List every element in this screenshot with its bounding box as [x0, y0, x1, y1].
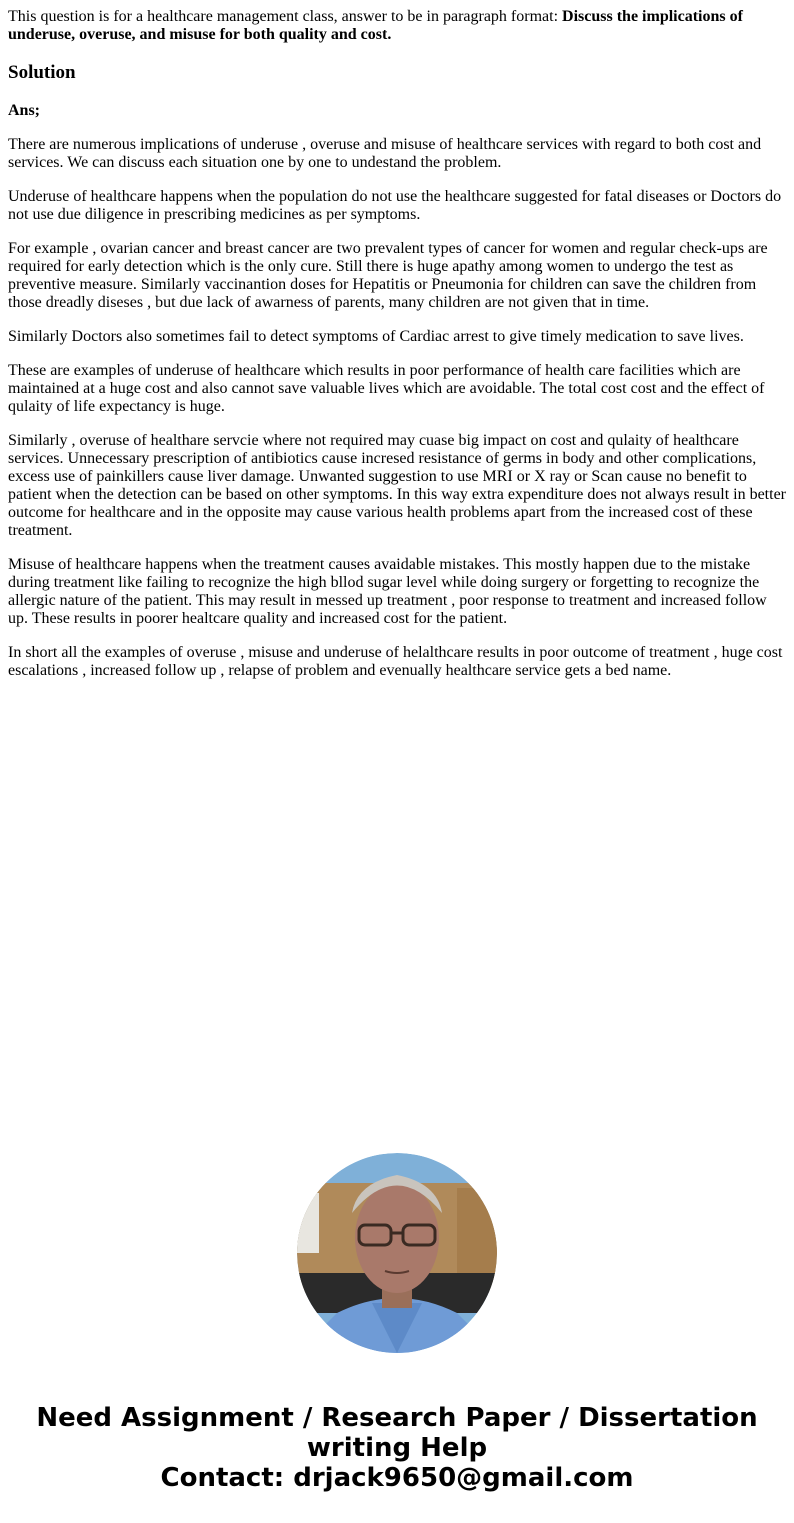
paragraph-misuse: Misuse of healthcare happens when the treatment causes avaidable mistakes. This mostly happen due to the mistake during treatment like failing to recognize the high bllod sugar level while doing surgery or forgetting to recognize the allergic nature of the patient. This may result in messed up treatment , poor response to treatment and increased follow up. These results in poorer healtcare quality and increased cost for the patient.: [8, 556, 767, 627]
avatar: [297, 1153, 497, 1353]
paragraph-intro: There are numerous implications of underuse , overuse and misuse of healthcare services with regard to both cost and services. We can discuss each situation one by one to undestand the problem.: [8, 136, 762, 171]
paragraph-doctors: Similarly Doctors also sometimes fail to detect symptoms of Cardiac arrest to give timely medication to save lives.: [8, 328, 744, 345]
banner-line-2: writing Help: [306, 1433, 488, 1463]
banner-line-1: Need Assignment / Research Paper / Dissertation: [36, 1403, 758, 1433]
person-photo-icon: [297, 1153, 497, 1353]
question-intro: This question is for a healthcare management class, answer to be in paragraph format:: [8, 8, 563, 25]
banner-contact-email: Contact: drjack9650@gmail.com: [160, 1463, 634, 1493]
document-body: [8, 8, 788, 696]
ans-label: Ans;: [8, 102, 41, 119]
paragraph-overuse: Similarly , overuse of healthare servcie where not required may cuase big impact on cost and qulaity of healthcare services. Unnecessary prescription of antibiotics cause incresed resistance of germs in body and other complications, excess use of painkillers cause liver damage. Unwanted suggestion to use MRI or X ray or Scan cause no benefit to patient when the detection can be based on other symptoms. In this way extra expenditure does not always result in better outcome for healthcare and in the opposite may cause various health problems apart from the increased cost of these treatment.: [8, 432, 786, 539]
paragraph-underuse-summary: These are examples of underuse of healthcare which results in poor performance of health care facilities which are maintained at a huge cost and also cannot save valuable lives which are avoidable. The total cost cost and the effect of qulaity of life expectancy is huge.: [8, 362, 765, 415]
paragraph-underuse-definition: Underuse of healthcare happens when the population do not use the healthcare suggested for fatal diseases or Doctors do not use due diligence in prescribing medicines as per symptoms.: [8, 188, 782, 223]
question-text: [8, 8, 788, 44]
paragraph-conclusion: In short all the examples of overuse , misuse and underuse of helalthcare results in poor outcome of treatment , huge cost escalations , increased follow up , relapse of problem and evenually healthcare service gets a bed name.: [8, 644, 783, 679]
contact-banner: [0, 1403, 794, 1493]
paragraph-underuse-example: For example , ovarian cancer and breast cancer are two prevalent types of cancer for women and regular check-ups are required for early detection which is the only cure. Still there is huge apathy among women to undergo the test as preventive measure. Similarly vaccinantion doses for Hepatitis or Pneumonia for children can save the children from those dreadly diseses , but due lack of awarness of parents, many children are not given that in time.: [8, 240, 768, 311]
question-prompt: Discuss the implications of underuse, overuse, and misuse for both quality and cost.: [8, 8, 743, 43]
solution-heading: Solution: [8, 62, 76, 83]
